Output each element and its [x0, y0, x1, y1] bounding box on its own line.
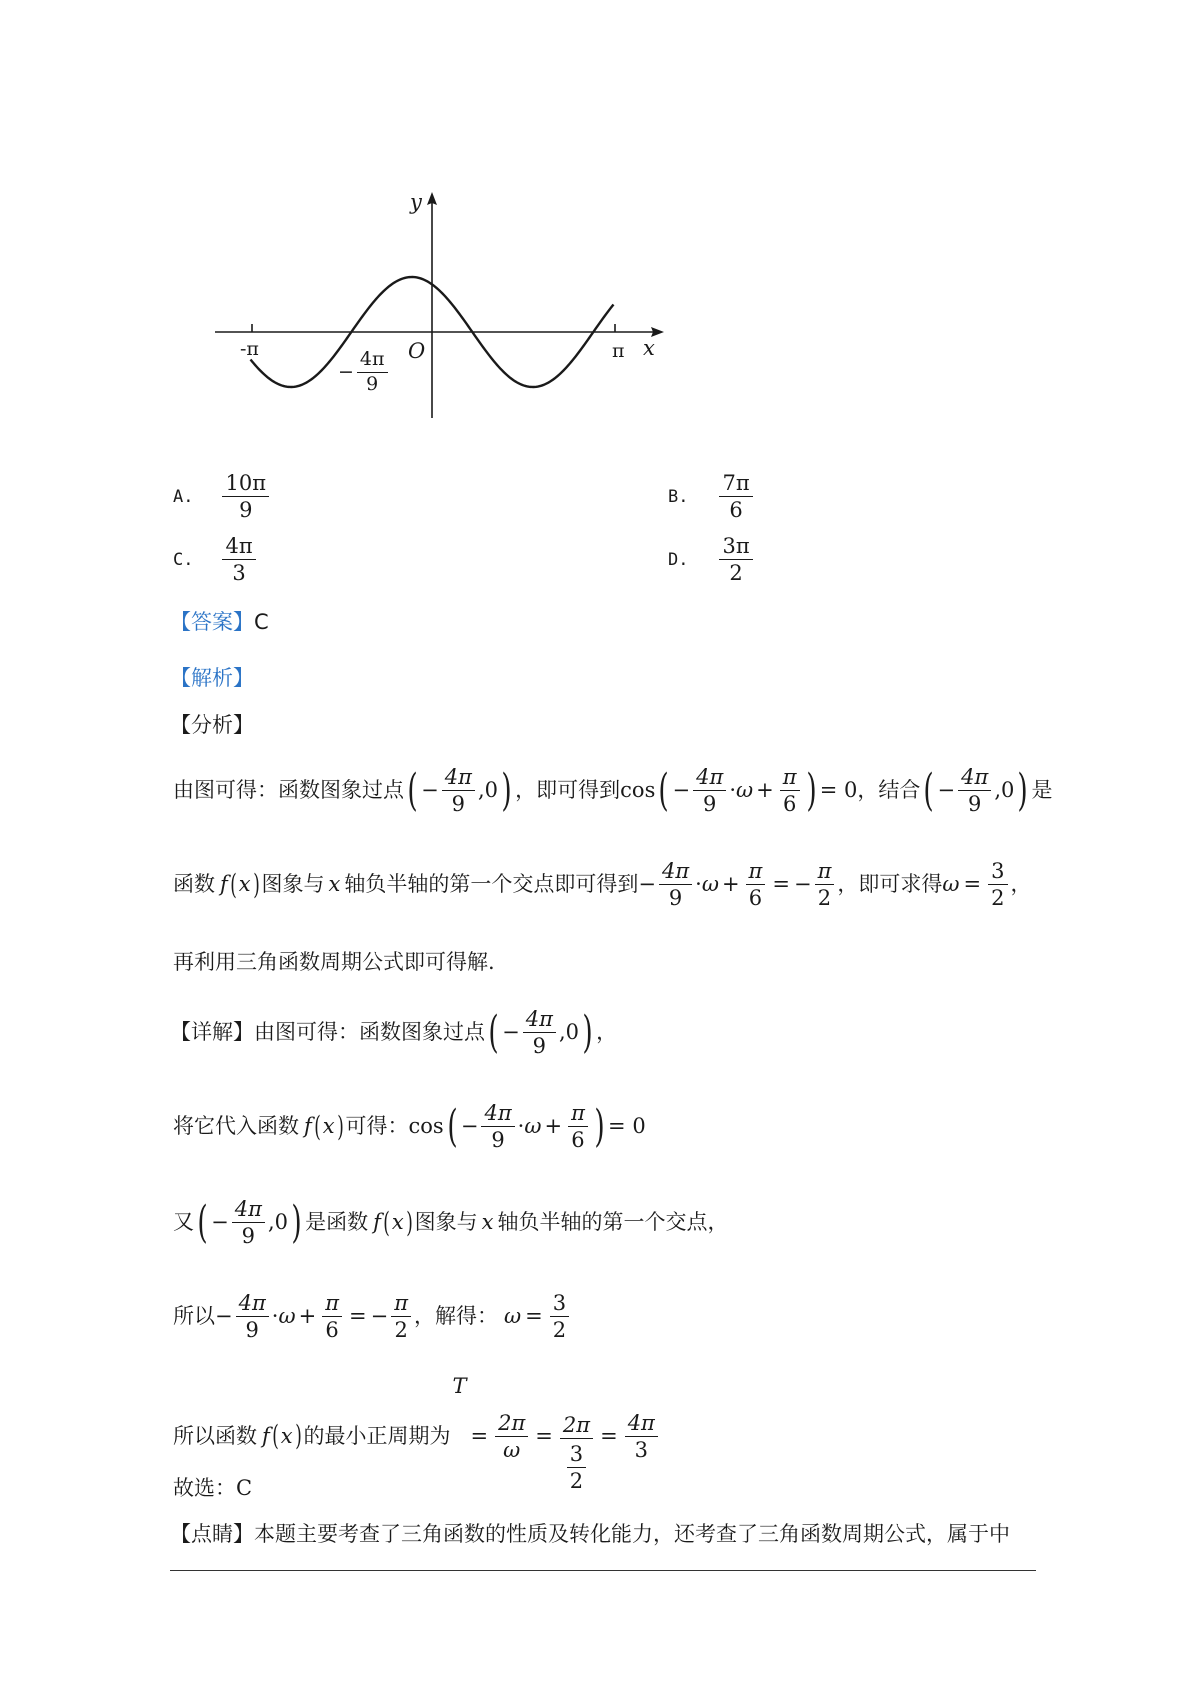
frac-den: 2	[394, 1318, 408, 1343]
cdot: ·	[695, 872, 702, 897]
xiangjie-line-4	[173, 1292, 572, 1341]
equals-zero: = 0	[819, 778, 858, 803]
origin-label: O	[408, 339, 426, 363]
zero-crossing-fraction	[357, 350, 388, 395]
paren-close: )	[805, 764, 817, 816]
xiangjie-l3-text-a: 又	[173, 1210, 194, 1235]
option-c-fraction	[222, 535, 255, 584]
frac-den: 6	[571, 1128, 585, 1153]
fraction	[988, 860, 1007, 909]
option-a-num: 10π	[222, 472, 269, 497]
tick-label-pi: π	[612, 340, 625, 362]
paren-close: )	[594, 1100, 605, 1152]
fenxi-l1-text-b: ，即可得到	[515, 778, 621, 803]
xiangjie-l5-text-b: 的最小正周期为	[303, 1423, 451, 1448]
zero-crossing-den: 9	[366, 372, 379, 395]
xiangjie-l3-text-d: 轴负半轴的第一个交点，	[497, 1210, 729, 1235]
xiangjie-l2-text-b: 可得：	[345, 1114, 409, 1139]
equals-sign: =	[963, 872, 982, 897]
plus-sign: +	[544, 1114, 563, 1139]
plus-sign: +	[756, 778, 774, 803]
comma-zero: ,0	[994, 778, 1015, 803]
option-b-fraction	[719, 472, 752, 521]
option-d[interactable]	[668, 535, 756, 584]
dianjing-tag: 【点睛】	[170, 1522, 254, 1546]
equals-sign: =	[600, 1423, 618, 1448]
xiangjie-l5-text-a: 所以函数	[173, 1423, 257, 1448]
zero-crossing-num: 4π	[357, 350, 388, 373]
frac-num: π	[780, 766, 800, 791]
frac-den: 9	[703, 792, 717, 817]
option-c-den: 3	[232, 561, 246, 586]
equals-sign: =	[470, 1423, 489, 1448]
frac-num: π	[746, 860, 766, 885]
frac-num: π	[815, 860, 835, 885]
frac-den: 9	[532, 1034, 547, 1059]
equals-sign: =	[349, 1304, 367, 1329]
frac-den: 2	[817, 886, 832, 911]
paren-close: )	[405, 1205, 413, 1239]
fenxi-l1-text-d: 是	[1031, 778, 1053, 803]
xiangjie-l1-text: 由图可得：函数图象过点	[254, 1020, 485, 1045]
comma-zero: ,0	[267, 1210, 288, 1235]
frac-num: 4π	[232, 1198, 265, 1223]
x-symbol: x	[322, 1114, 335, 1139]
fenxi-l2-text-a: 函数	[173, 872, 215, 897]
option-c-letter: C.	[173, 549, 194, 570]
sine-graph	[190, 180, 670, 420]
analysis-tag: 【解析】	[170, 666, 254, 690]
x-symbol: x	[391, 1210, 404, 1235]
minus-sign: −	[370, 1304, 389, 1329]
footer-divider	[170, 1570, 1036, 1571]
xiangjie-line-3	[173, 1198, 729, 1247]
y-axis-label: y	[410, 190, 422, 214]
xiangjie-line-2	[173, 1102, 646, 1151]
fraction	[236, 1292, 269, 1341]
fraction	[659, 860, 692, 909]
option-a-letter: A.	[173, 486, 194, 507]
paren-close: )	[582, 1006, 593, 1058]
inner-fraction	[567, 1443, 586, 1492]
f-symbol: f	[262, 1423, 270, 1448]
f-symbol: f	[304, 1114, 312, 1139]
frac-den: 9	[491, 1128, 505, 1153]
fraction	[442, 766, 475, 815]
option-d-letter: D.	[668, 549, 689, 570]
omega: ω	[736, 778, 754, 803]
paren-close: )	[1017, 764, 1029, 816]
dianjing-line	[170, 1524, 1010, 1545]
fraction	[391, 1292, 411, 1341]
fenxi-line-3: 再利用三角函数周期公式即可得解.	[173, 950, 495, 974]
plus-sign: +	[298, 1304, 317, 1329]
frac-num: π	[322, 1292, 342, 1317]
frac-den: 9	[241, 1224, 256, 1249]
paren-open: (	[658, 764, 670, 816]
equals-zero: = 0	[608, 1114, 646, 1139]
x-symbol: x	[238, 872, 251, 897]
omega: ω	[701, 872, 719, 897]
option-a[interactable]	[173, 472, 272, 521]
frac-num: 3	[988, 860, 1007, 885]
frac-den: 6	[325, 1318, 339, 1343]
frac-num: 2π	[560, 1414, 593, 1439]
option-c[interactable]	[173, 535, 259, 584]
option-b-den: 6	[729, 498, 743, 523]
paren-open: (	[383, 1205, 390, 1239]
frac-den	[564, 1439, 589, 1492]
minus-sign: −	[937, 778, 956, 803]
inner-den: 2	[569, 1469, 584, 1494]
option-b[interactable]	[668, 472, 756, 521]
fraction	[495, 1412, 528, 1461]
fenxi-l2-text-c: 轴负半轴的第一个交点即可得到	[344, 872, 639, 897]
fraction	[523, 1008, 556, 1057]
fraction	[232, 1198, 265, 1247]
cos-label: cos	[620, 778, 656, 803]
fraction	[568, 1102, 588, 1151]
frac-den: 9	[668, 886, 683, 911]
paren-close: )	[501, 764, 512, 816]
paren-open: (	[923, 764, 935, 816]
x-symbol: x	[481, 1210, 494, 1235]
zero-crossing-label	[338, 350, 391, 395]
comma-zero: ,0	[558, 1020, 579, 1045]
fraction	[625, 1412, 658, 1461]
comma: ，	[596, 1020, 618, 1045]
fenxi-line-2	[173, 860, 1032, 909]
frac-num: π	[391, 1292, 411, 1317]
minus-sign: −	[211, 1210, 229, 1235]
x-symbol: x	[328, 872, 341, 897]
frac-den: 9	[245, 1318, 259, 1343]
option-a-fraction	[222, 472, 269, 521]
minus-sign: −	[215, 1304, 233, 1329]
paren-close: )	[336, 1109, 344, 1143]
plus-sign: +	[721, 872, 740, 897]
minus-sign: −	[502, 1020, 520, 1045]
minus-sign: −	[460, 1114, 479, 1139]
equals-sign: =	[772, 872, 790, 897]
paren-open: (	[447, 1100, 458, 1152]
cdot: ·	[729, 778, 736, 803]
fenxi-l1-text-a: 由图可得：函数图象过点	[173, 778, 404, 803]
paren-open: (	[197, 1196, 208, 1248]
option-b-num: 7π	[719, 472, 752, 497]
frac-den: 6	[782, 792, 797, 817]
fraction	[958, 766, 991, 815]
frac-num: 4π	[659, 860, 692, 885]
frac-den: 9	[968, 792, 982, 817]
xiangjie-l2-text-a: 将它代入函数	[173, 1114, 299, 1139]
answer-tag: 【答案】	[170, 610, 254, 634]
comma: ，	[1010, 872, 1032, 897]
f-symbol: f	[373, 1210, 381, 1235]
zero-crossing-minus: −	[338, 360, 354, 383]
minus-sign: −	[793, 872, 812, 897]
fraction	[815, 860, 835, 909]
option-d-fraction	[719, 535, 752, 584]
paren-close: )	[252, 867, 260, 901]
answer-value: C	[254, 610, 269, 634]
f-symbol: f	[220, 872, 228, 897]
paren-open: (	[271, 1419, 279, 1453]
x-axis-label: x	[643, 336, 655, 360]
frac-num: 4π	[958, 766, 991, 791]
equals-sign: =	[535, 1423, 553, 1448]
xiangjie-l4-text-b: ，解得：	[414, 1304, 499, 1329]
fraction	[780, 766, 800, 815]
frac-num: 4π	[693, 766, 726, 791]
fenxi-l1-text-c: ，结合	[857, 778, 921, 803]
x-symbol: x	[280, 1423, 293, 1448]
paren-open: (	[229, 867, 237, 901]
xiangjie-tag: 【详解】	[170, 1020, 254, 1045]
frac-num: 4π	[236, 1292, 269, 1317]
cdot: ·	[517, 1114, 525, 1139]
tick-label-neg-pi: -π	[240, 338, 259, 360]
fenxi-l2-text-d: ，即可求得	[837, 872, 943, 897]
fraction	[481, 1102, 514, 1151]
paren-open: (	[313, 1109, 321, 1143]
frac-num: 4π	[625, 1412, 658, 1437]
frac-den: 6	[748, 886, 763, 911]
fraction	[746, 860, 766, 909]
paren-open: (	[407, 764, 418, 816]
frac-den: 2	[991, 886, 1005, 911]
cdot: ·	[271, 1304, 279, 1329]
option-d-den: 2	[729, 561, 743, 586]
fraction	[550, 1292, 569, 1341]
fenxi-tag: 【分析】	[170, 713, 254, 737]
comma-zero: ,0	[477, 778, 498, 803]
frac-den: 3	[634, 1437, 648, 1462]
minus-sign: −	[638, 872, 656, 897]
frac-num: 4π	[523, 1008, 556, 1033]
fenxi-l2-text-b: 图象与	[261, 872, 325, 897]
equals-sign: =	[525, 1304, 543, 1329]
inner-num: 3	[567, 1443, 586, 1468]
omega: ω	[942, 872, 960, 897]
option-d-num: 3π	[719, 535, 752, 560]
minus-sign: −	[421, 778, 439, 803]
compound-fraction	[560, 1414, 593, 1492]
xiangjie-l3-text-c: 图象与	[414, 1210, 478, 1235]
paren-close: )	[291, 1196, 302, 1248]
option-b-letter: B.	[668, 486, 689, 507]
fraction	[322, 1292, 342, 1341]
fraction	[693, 766, 726, 815]
xiangjie-l4-text-a: 所以	[173, 1304, 215, 1329]
frac-num: 4π	[481, 1102, 514, 1127]
option-c-num: 4π	[222, 535, 255, 560]
xiangjie-l3-text-b: 是函数	[305, 1210, 369, 1235]
omega: ω	[278, 1304, 296, 1329]
T-symbol: T	[452, 1374, 467, 1398]
frac-den: ω	[503, 1437, 521, 1462]
minus-sign: −	[672, 778, 691, 803]
frac-num: 2π	[495, 1412, 528, 1437]
frac-num: 4π	[442, 766, 475, 791]
dianjing-text: 本题主要考查了三角函数的性质及转化能力，还考查了三角函数周期公式，属于中	[254, 1522, 1010, 1546]
omega: ω	[524, 1114, 542, 1139]
frac-num: π	[568, 1102, 588, 1127]
conclusion: 故选：C	[173, 1476, 253, 1500]
option-a-den: 9	[239, 498, 253, 523]
frac-den: 2	[552, 1318, 567, 1343]
paren-close: )	[294, 1419, 302, 1453]
cos-label: cos	[408, 1114, 444, 1139]
omega: ω	[504, 1304, 522, 1329]
frac-den: 9	[451, 792, 466, 817]
xiangjie-line-1	[170, 1008, 617, 1057]
fenxi-line-1	[173, 766, 1053, 815]
paren-open: (	[488, 1006, 499, 1058]
answer-line	[170, 612, 269, 633]
frac-num: 3	[550, 1292, 569, 1317]
